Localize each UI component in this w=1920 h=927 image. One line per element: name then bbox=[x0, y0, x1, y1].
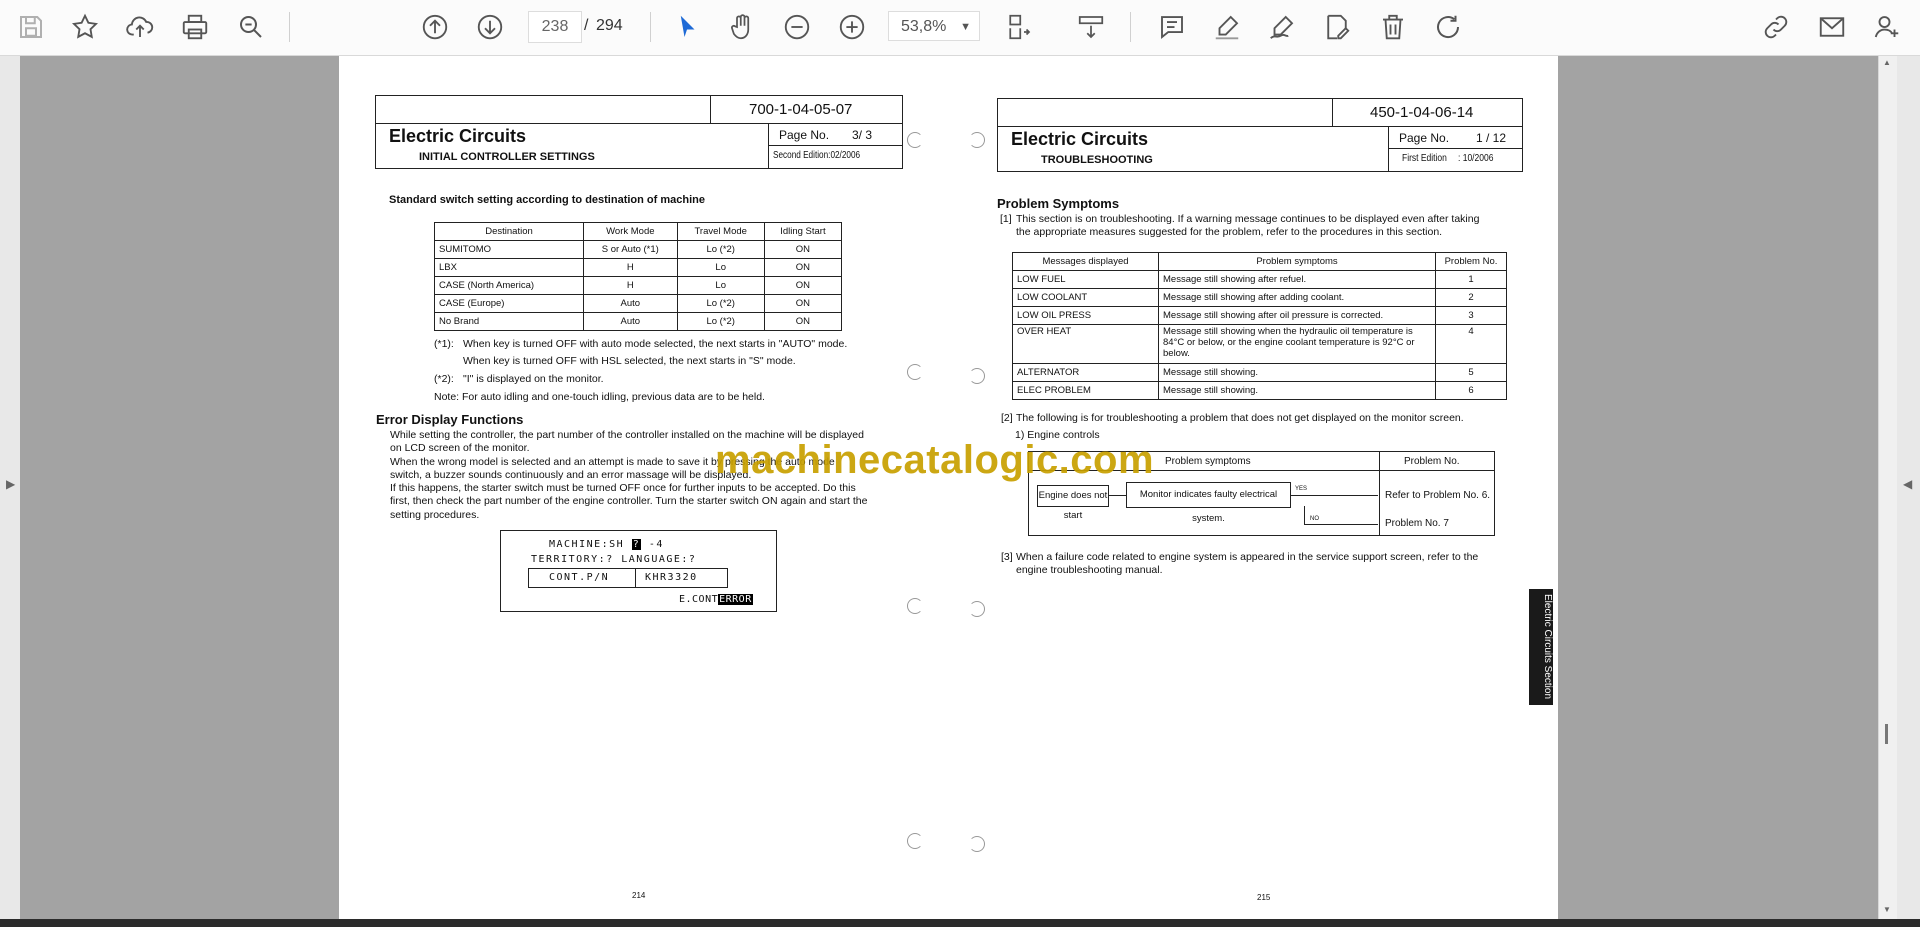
table-cell: ALTERNATOR bbox=[1013, 364, 1159, 382]
zoom-out-icon[interactable] bbox=[778, 8, 816, 46]
watermark-text: machinecatalogic.com bbox=[715, 438, 1155, 482]
table-row bbox=[1013, 289, 1507, 307]
flow-box-monitor: Monitor indicates faulty electrical system. bbox=[1126, 482, 1291, 508]
item-tag: [2] bbox=[1001, 412, 1013, 424]
table-cell: ON bbox=[764, 259, 841, 277]
paragraph-line: When the wrong model is selected and an attempt is made to save it by pressing the auto mode bbox=[390, 455, 835, 468]
lcd-part-box bbox=[528, 568, 728, 588]
table-cell: LOW FUEL bbox=[1013, 271, 1159, 289]
fit-page-icon[interactable] bbox=[1000, 8, 1038, 46]
table-cell: LBX bbox=[435, 259, 584, 277]
lcd-error-flag: ERROR bbox=[719, 594, 752, 605]
binder-hole bbox=[907, 598, 923, 614]
table-row bbox=[435, 259, 842, 277]
table-cell: Lo (*2) bbox=[677, 241, 764, 259]
footer-page-number: 215 bbox=[1257, 893, 1271, 902]
table-cell: S or Auto (*1) bbox=[584, 241, 678, 259]
print-icon[interactable] bbox=[176, 8, 214, 46]
page-subtitle: INITIAL CONTROLLER SETTINGS bbox=[419, 151, 595, 163]
page-separator: / bbox=[584, 17, 589, 34]
paragraph-line: If this happens, the starter switch must be turned OFF once for further inputs to be accepted. Do this bbox=[390, 482, 856, 495]
table-cell: 1 bbox=[1436, 271, 1507, 289]
page-up-icon[interactable] bbox=[416, 8, 454, 46]
page-number-input[interactable]: 238 bbox=[528, 11, 582, 43]
rotate-icon[interactable] bbox=[1429, 8, 1467, 46]
paragraph-line: first, then check the part number of the engine controller. Turn the starter switch ON again and start the bbox=[390, 495, 868, 508]
expand-left-panel-icon[interactable]: ▶ bbox=[6, 477, 16, 491]
expand-right-panel-icon[interactable]: ◀ bbox=[1903, 477, 1913, 491]
page-down-icon[interactable] bbox=[471, 8, 509, 46]
taskbar-strip bbox=[0, 919, 1920, 927]
sign-icon[interactable] bbox=[1263, 8, 1301, 46]
paragraph-line: engine troubleshooting manual. bbox=[1016, 564, 1163, 576]
table-cell: Message still showing after refuel. bbox=[1159, 271, 1436, 289]
flow-result-no: Problem No. 7 bbox=[1385, 518, 1449, 529]
paragraph-line: on LCD screen of the monitor. bbox=[390, 442, 530, 455]
table-cell: No Brand bbox=[435, 313, 584, 331]
paragraph-line: switch, a buzzer sounds continuously and an error massage will be displayed. bbox=[390, 468, 752, 481]
table-cell: ON bbox=[764, 241, 841, 259]
table-header: Destination bbox=[435, 223, 584, 241]
page-title: Electric Circuits bbox=[389, 126, 527, 146]
table-cell: Lo (*2) bbox=[677, 313, 764, 331]
vertical-scrollbar[interactable] bbox=[1878, 56, 1897, 919]
table-cell: Message still showing after oil pressure is corrected. bbox=[1159, 307, 1436, 325]
save-icon[interactable] bbox=[12, 8, 50, 46]
table-header: Problem No. bbox=[1436, 253, 1507, 271]
flow-header-symptoms: Problem symptoms bbox=[1165, 456, 1251, 467]
page-header-box bbox=[997, 98, 1523, 172]
table-caption: Standard switch setting according to destination of machine bbox=[389, 194, 705, 206]
email-icon[interactable] bbox=[1813, 8, 1851, 46]
item-text bbox=[1016, 551, 1478, 577]
pdf-page-left bbox=[339, 56, 949, 919]
lcd-screen-figure bbox=[500, 530, 777, 612]
table-cell: ELEC PROBLEM bbox=[1013, 382, 1159, 400]
table-row bbox=[1013, 325, 1507, 364]
item-tag: [1] bbox=[1000, 213, 1012, 225]
table-row bbox=[1013, 271, 1507, 289]
table-cell: Lo bbox=[677, 259, 764, 277]
table-cell: Message still showing. bbox=[1159, 382, 1436, 400]
table-cell: Message still showing when the hydraulic oil temperature is 84°C or below, or the engine coolant temperature is 92°C or below. bbox=[1159, 325, 1436, 364]
paragraph-line: setting procedures. bbox=[390, 508, 480, 521]
table-header: Messages displayed bbox=[1013, 253, 1159, 271]
table-row bbox=[435, 295, 842, 313]
scroll-up-icon[interactable]: ▲ bbox=[1883, 58, 1891, 67]
table-header: Idling Start bbox=[764, 223, 841, 241]
table-cell: Message still showing after adding coolant. bbox=[1159, 289, 1436, 307]
edition-value: : 10/2006 bbox=[1458, 153, 1494, 164]
note-tag: (*1): bbox=[434, 338, 454, 350]
paragraph-line: the appropriate measures suggested for the problem, refer to the procedures in this section. bbox=[1016, 226, 1443, 238]
doc-number: 450-1-04-06-14 bbox=[1370, 104, 1474, 121]
zoom-search-icon[interactable] bbox=[232, 8, 270, 46]
page-title: Electric Circuits bbox=[1011, 129, 1149, 149]
table-cell: CASE (Europe) bbox=[435, 295, 584, 313]
page-total: 294 bbox=[596, 17, 623, 34]
table-cell: ON bbox=[764, 313, 841, 331]
problem-symptoms-table bbox=[1012, 252, 1507, 400]
scrollbar-thumb[interactable] bbox=[1885, 724, 1888, 744]
zoom-in-icon[interactable] bbox=[833, 8, 871, 46]
item-text bbox=[1016, 213, 1479, 239]
upload-icon[interactable] bbox=[121, 8, 159, 46]
note-text: When key is turned OFF with HSL selected, the next starts in "S" mode. bbox=[463, 355, 796, 367]
table-cell: 5 bbox=[1436, 364, 1507, 382]
flow-result-yes: Refer to Problem No. 6. bbox=[1385, 490, 1491, 501]
page-subtitle: TROUBLESHOOTING bbox=[1041, 154, 1153, 166]
edition-label: First Edition bbox=[1402, 153, 1447, 164]
table-header: Travel Mode bbox=[677, 223, 764, 241]
switch-setting-table bbox=[434, 222, 842, 331]
flow-yes-label: YES bbox=[1295, 486, 1308, 492]
delete-icon[interactable] bbox=[1374, 8, 1412, 46]
binder-hole bbox=[907, 833, 923, 849]
select-arrow-icon[interactable] bbox=[668, 8, 706, 46]
table-cell: Lo (*2) bbox=[677, 295, 764, 313]
page-no-label: Page No. bbox=[1399, 131, 1450, 145]
page-header-box bbox=[375, 95, 903, 169]
section-title: Problem Symptoms bbox=[997, 196, 1120, 211]
binder-hole bbox=[969, 368, 985, 384]
binder-hole bbox=[969, 836, 985, 852]
flow-header-no: Problem No. bbox=[1404, 456, 1460, 467]
section-title: Error Display Functions bbox=[376, 412, 524, 427]
flow-no-label: NO bbox=[1310, 516, 1319, 522]
section-side-tab: Electric Circuits Section bbox=[1529, 589, 1553, 705]
bookmark-star-icon[interactable] bbox=[66, 8, 104, 46]
scroll-mode-icon[interactable] bbox=[1072, 8, 1110, 46]
table-cell: 4 bbox=[1436, 325, 1507, 364]
zoom-level-dropdown[interactable] bbox=[888, 11, 980, 41]
binder-hole bbox=[907, 364, 923, 380]
left-panel-gutter bbox=[0, 56, 20, 919]
comment-icon[interactable] bbox=[1153, 8, 1191, 46]
add-user-icon[interactable] bbox=[1868, 8, 1906, 46]
table-cell: ON bbox=[764, 295, 841, 313]
table-cell: LOW OIL PRESS bbox=[1013, 307, 1159, 325]
table-row bbox=[1013, 307, 1507, 325]
lcd-line: MACHINE:SH ? -4 bbox=[549, 539, 664, 550]
edition: Second Edition:02/2006 bbox=[773, 150, 861, 161]
toolbar bbox=[0, 0, 1920, 56]
table-row bbox=[1013, 382, 1507, 400]
page-no-value: 1 / 12 bbox=[1476, 131, 1507, 145]
scroll-down-icon[interactable]: ▼ bbox=[1883, 905, 1891, 914]
table-row bbox=[1013, 364, 1507, 382]
lcd-line: TERRITORY:? LANGUAGE:? bbox=[531, 554, 697, 565]
item-tag: [3] bbox=[1001, 551, 1013, 563]
binder-hole bbox=[969, 601, 985, 617]
page-no-value: 3/ 3 bbox=[852, 128, 873, 142]
table-cell: H bbox=[584, 259, 678, 277]
note-text: "I" is displayed on the monitor. bbox=[463, 373, 604, 385]
table-cell: 6 bbox=[1436, 382, 1507, 400]
note-text: Note: For auto idling and one-touch idling, previous data are to be held. bbox=[434, 391, 765, 403]
page-no-label: Page No. bbox=[779, 128, 830, 142]
binder-hole bbox=[969, 132, 985, 148]
paragraph-line: This section is on troubleshooting. If a warning message continues to be displayed even after taking bbox=[1016, 213, 1480, 225]
highlight-icon[interactable] bbox=[1208, 8, 1246, 46]
paragraph-line: When a failure code related to engine system is appeared in the service support screen, refer to the bbox=[1016, 551, 1479, 563]
table-cell: SUMITOMO bbox=[435, 241, 584, 259]
hand-tool-icon[interactable] bbox=[723, 8, 761, 46]
share-link-icon[interactable] bbox=[1757, 8, 1795, 46]
binder-hole bbox=[907, 132, 923, 148]
note-text: When key is turned OFF with auto mode selected, the next starts in "AUTO" mode. bbox=[463, 338, 848, 350]
pdf-page-right bbox=[949, 56, 1558, 919]
lcd-cont-label: CONT.P/N bbox=[549, 572, 610, 583]
table-row bbox=[435, 313, 842, 331]
table-cell: H bbox=[584, 277, 678, 295]
table-cell: CASE (North America) bbox=[435, 277, 584, 295]
table-row bbox=[435, 277, 842, 295]
edit-pdf-icon[interactable] bbox=[1318, 8, 1356, 46]
lcd-econt: E.CONTERROR bbox=[679, 594, 752, 605]
paragraph-line: While setting the controller, the part number of the controller installed on the machine will be displayed bbox=[390, 429, 864, 441]
table-header: Problem symptoms bbox=[1159, 253, 1436, 271]
chevron-down-icon: ▼ bbox=[960, 21, 971, 33]
sub-item-text: 1) Engine controls bbox=[1015, 429, 1100, 441]
table-cell: OVER HEAT bbox=[1013, 325, 1159, 364]
footer-page-number: 214 bbox=[632, 891, 646, 900]
flow-box-start: Engine does not start bbox=[1037, 485, 1109, 507]
table-row bbox=[435, 241, 842, 259]
table-cell: LOW COOLANT bbox=[1013, 289, 1159, 307]
table-cell: 2 bbox=[1436, 289, 1507, 307]
table-cell: Message still showing. bbox=[1159, 364, 1436, 382]
lcd-part-number: KHR3320 bbox=[645, 572, 698, 583]
doc-number: 700-1-04-05-07 bbox=[749, 101, 853, 118]
table-cell: Auto bbox=[584, 295, 678, 313]
table-cell: Lo bbox=[677, 277, 764, 295]
item-text: The following is for troubleshooting a problem that does not get displayed on the monitor screen. bbox=[1016, 412, 1464, 424]
table-cell: ON bbox=[764, 277, 841, 295]
note-tag: (*2): bbox=[434, 373, 454, 385]
table-header-row bbox=[1013, 253, 1507, 271]
zoom-level-value: 53,8% bbox=[901, 18, 947, 35]
table-header: Work Mode bbox=[584, 223, 678, 241]
table-cell: 3 bbox=[1436, 307, 1507, 325]
table-cell: Auto bbox=[584, 313, 678, 331]
table-header-row bbox=[435, 223, 842, 241]
